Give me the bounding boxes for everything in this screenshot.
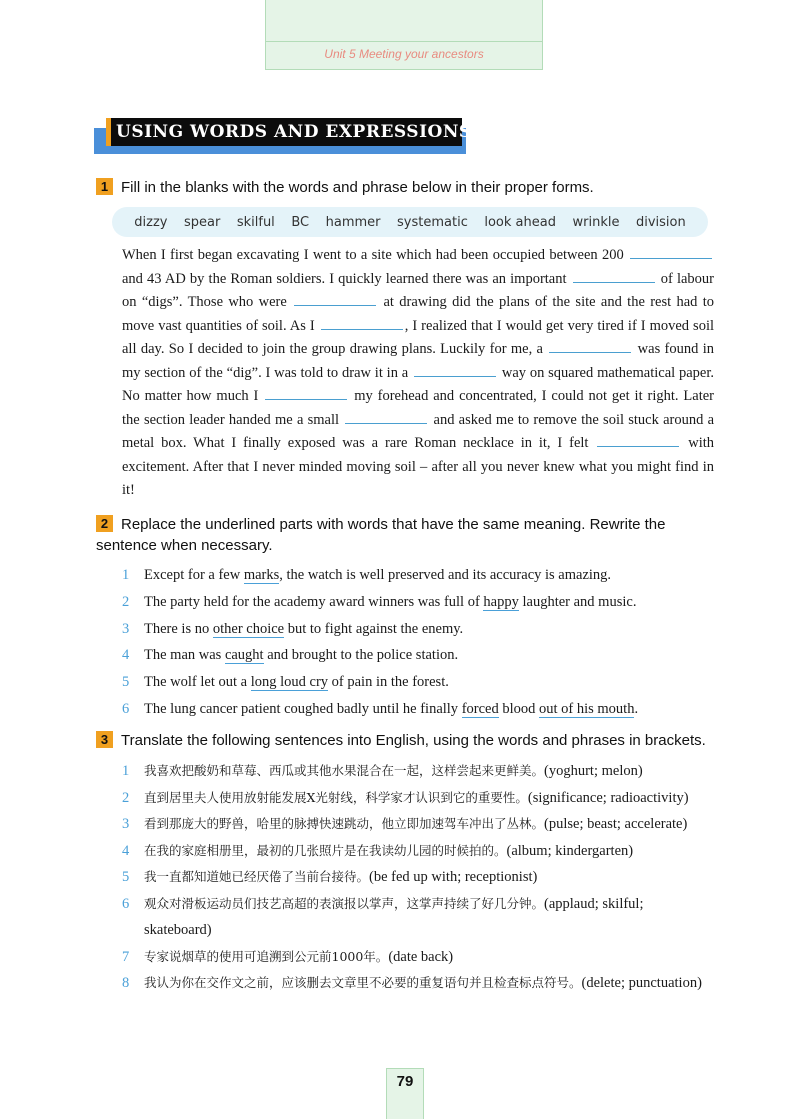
item-text: , the watch is well preserved and its accuracy is amazing. bbox=[279, 567, 612, 583]
header-divider bbox=[266, 41, 542, 42]
answer-blank[interactable] bbox=[549, 340, 631, 353]
passage-text: at drawing did the plans of the site and the rest had to move vast quantities of soil. As I bbox=[122, 294, 715, 334]
list-item bbox=[122, 838, 714, 865]
exercise-1-number: 1 bbox=[96, 178, 113, 195]
item-text: of pain in the forest. bbox=[328, 674, 449, 691]
list-item bbox=[122, 864, 714, 891]
item-number: 8 bbox=[122, 975, 130, 991]
item-number: 1 bbox=[122, 567, 130, 583]
answer-blank[interactable] bbox=[630, 246, 712, 259]
answer-blank[interactable] bbox=[414, 364, 496, 377]
keywords: (yoghurt; melon) bbox=[544, 763, 643, 779]
keywords: (album; kindergarten) bbox=[506, 842, 634, 859]
unit-label: Unit 5 Meeting your ancestors bbox=[324, 47, 484, 61]
underlined-phrase: happy bbox=[483, 593, 519, 610]
underlined-phrase: out of his mouth bbox=[539, 700, 635, 717]
passage-text: with excitement. After that I never minded moving soil – after all you never knew what you might find in it! bbox=[122, 435, 715, 498]
word-bank-item: hammer bbox=[325, 214, 381, 230]
word-bank-item: dizzy bbox=[134, 214, 168, 230]
passage-text: was found in my section of the “dig”. I was told to draw it in a bbox=[122, 341, 715, 381]
chinese-sentence: 在我的家庭相册里，最初的几张照片是在我读幼儿园的时候拍的。 bbox=[144, 842, 507, 858]
item-number: 1 bbox=[122, 763, 130, 779]
item-number: 5 bbox=[122, 869, 130, 885]
item-number: 7 bbox=[122, 948, 130, 965]
list-item bbox=[122, 970, 714, 997]
passage-text: my forehead and concentrated, I could not get it right. Later the section leader handed me a small bbox=[122, 388, 714, 428]
word-bank-item: look ahead bbox=[484, 214, 556, 230]
cloze-passage bbox=[122, 244, 714, 503]
word-bank bbox=[112, 207, 708, 237]
list-item bbox=[122, 616, 722, 643]
unit-header-tab bbox=[265, 0, 543, 70]
page-number-box bbox=[386, 1068, 424, 1119]
item-number: 2 bbox=[122, 593, 130, 610]
word-bank-item: BC bbox=[291, 214, 310, 230]
item-number: 2 bbox=[122, 789, 130, 806]
keywords: (applaud; skilful; skateboard) bbox=[144, 895, 644, 938]
exercise-2-number: 2 bbox=[96, 515, 113, 532]
chinese-sentence: 我喜欢把酸奶和草莓、西瓜或其他水果混合在一起，这样尝起来更鲜美。 bbox=[144, 763, 545, 778]
page-number: 79 bbox=[396, 1073, 414, 1090]
keywords: (date back) bbox=[388, 948, 454, 965]
item-number: 6 bbox=[122, 895, 130, 912]
passage-text: , I realized that I would get very tired if I moved soil all day. So I decided to join the group drawing plans. Luckily for me, a bbox=[122, 317, 714, 357]
item-text: and brought to the police station. bbox=[263, 647, 459, 664]
exercise-2-instruction: Replace the underlined parts with words that have the same meaning. Rewrite the sentence when necessary. bbox=[96, 516, 666, 554]
chinese-sentence: 专家说烟草的使用可追溯到公元前1000年。 bbox=[144, 948, 389, 964]
list-item bbox=[122, 758, 714, 785]
exercise-2-list bbox=[122, 562, 722, 723]
item-number: 5 bbox=[122, 674, 130, 691]
list-item bbox=[122, 696, 722, 723]
item-text: but to fight against the enemy. bbox=[284, 620, 464, 637]
item-text: blood bbox=[498, 700, 539, 717]
answer-blank[interactable] bbox=[321, 317, 403, 330]
list-item bbox=[122, 589, 722, 616]
item-text: The man was bbox=[144, 647, 225, 664]
underlined-phrase: other choice bbox=[212, 620, 285, 637]
item-text: laughter and music. bbox=[518, 593, 637, 610]
list-item bbox=[122, 811, 714, 838]
answer-blank[interactable] bbox=[345, 411, 427, 424]
answer-blank[interactable] bbox=[573, 270, 655, 283]
list-item bbox=[122, 891, 714, 944]
keywords: (be fed up with; receptionist) bbox=[369, 869, 538, 885]
exercise-1-instruction: Fill in the blanks with the words and phrase below in their proper forms. bbox=[121, 179, 594, 196]
section-heading bbox=[94, 118, 472, 154]
item-number: 3 bbox=[122, 816, 130, 832]
list-item bbox=[122, 944, 714, 971]
item-number: 6 bbox=[122, 700, 130, 717]
exercise-3-list bbox=[122, 758, 714, 997]
chinese-sentence: 直到居里夫人使用放射能发展X光射线，科学家才认识到它的重要性。 bbox=[144, 789, 528, 805]
word-bank-item: spear bbox=[183, 214, 221, 230]
keywords: (significance; radioactivity) bbox=[527, 789, 689, 806]
answer-blank[interactable] bbox=[597, 434, 679, 447]
chinese-sentence: 我一直都知道她已经厌倦了当前台接待。 bbox=[144, 869, 370, 884]
keywords: (pulse; beast; accelerate) bbox=[544, 816, 688, 832]
chinese-sentence: 我认为你在交作文之前，应该删去文章里不必要的重复语句并且检查标点符号。 bbox=[144, 975, 582, 990]
exercise-3-instruction: Translate the following sentences into English, using the words and phrases in brackets. bbox=[121, 732, 706, 749]
answer-blank[interactable] bbox=[294, 293, 376, 306]
item-number: 4 bbox=[122, 842, 130, 859]
passage-text: way on squared mathematical paper. No matter how much I bbox=[122, 364, 715, 404]
passage-text: and 43 AD by the Roman soldiers. I quickly learned there was an important bbox=[122, 270, 567, 287]
list-item bbox=[122, 642, 722, 669]
word-bank-item: skilful bbox=[236, 214, 275, 230]
item-text: The wolf let out a bbox=[144, 674, 251, 691]
section-title: USING WORDS AND EXPRESSIONS bbox=[116, 122, 472, 142]
item-number: 4 bbox=[122, 647, 130, 664]
underlined-phrase: forced bbox=[461, 700, 499, 717]
answer-blank[interactable] bbox=[265, 387, 347, 400]
chinese-sentence: 观众对滑板运动员们技艺高超的表演报以掌声，这掌声持续了好几分钟。 bbox=[144, 895, 545, 911]
word-bank-item: division bbox=[635, 214, 686, 230]
keywords: (delete; punctuation) bbox=[581, 975, 702, 991]
item-text: Except for a few bbox=[144, 567, 244, 583]
item-number: 3 bbox=[122, 620, 130, 637]
passage-text: and asked me to remove the soil stuck around a metal box. What I finally exposed was a rare Roman necklace in it, I felt bbox=[122, 411, 715, 451]
passage-text: When I first began excavating I went to a site which had been occupied between 200 bbox=[122, 247, 624, 263]
list-item bbox=[122, 562, 722, 589]
passage-text: of labour on “digs”. Those who were bbox=[122, 270, 715, 310]
underlined-phrase: caught bbox=[224, 647, 264, 664]
exercise-3-number: 3 bbox=[96, 731, 113, 748]
underlined-phrase: long loud cry bbox=[250, 674, 329, 691]
exercise-2-heading bbox=[96, 514, 716, 556]
item-text: There is no bbox=[144, 620, 213, 637]
word-bank-item: systematic bbox=[397, 214, 468, 230]
underlined-phrase: marks bbox=[243, 567, 280, 583]
exercise-3-heading bbox=[96, 730, 706, 751]
item-text: The lung cancer patient coughed badly until he finally bbox=[144, 700, 462, 717]
exercise-1-heading bbox=[96, 177, 594, 198]
word-bank-item: wrinkle bbox=[572, 214, 620, 230]
list-item bbox=[122, 785, 714, 812]
item-text: . bbox=[634, 700, 639, 717]
list-item bbox=[122, 669, 722, 696]
item-text: The party held for the academy award winners was full of bbox=[144, 593, 484, 610]
chinese-sentence: 看到那庞大的野兽，哈里的脉搏快速跳动，他立即加速驾车冲出了丛林。 bbox=[144, 816, 545, 831]
